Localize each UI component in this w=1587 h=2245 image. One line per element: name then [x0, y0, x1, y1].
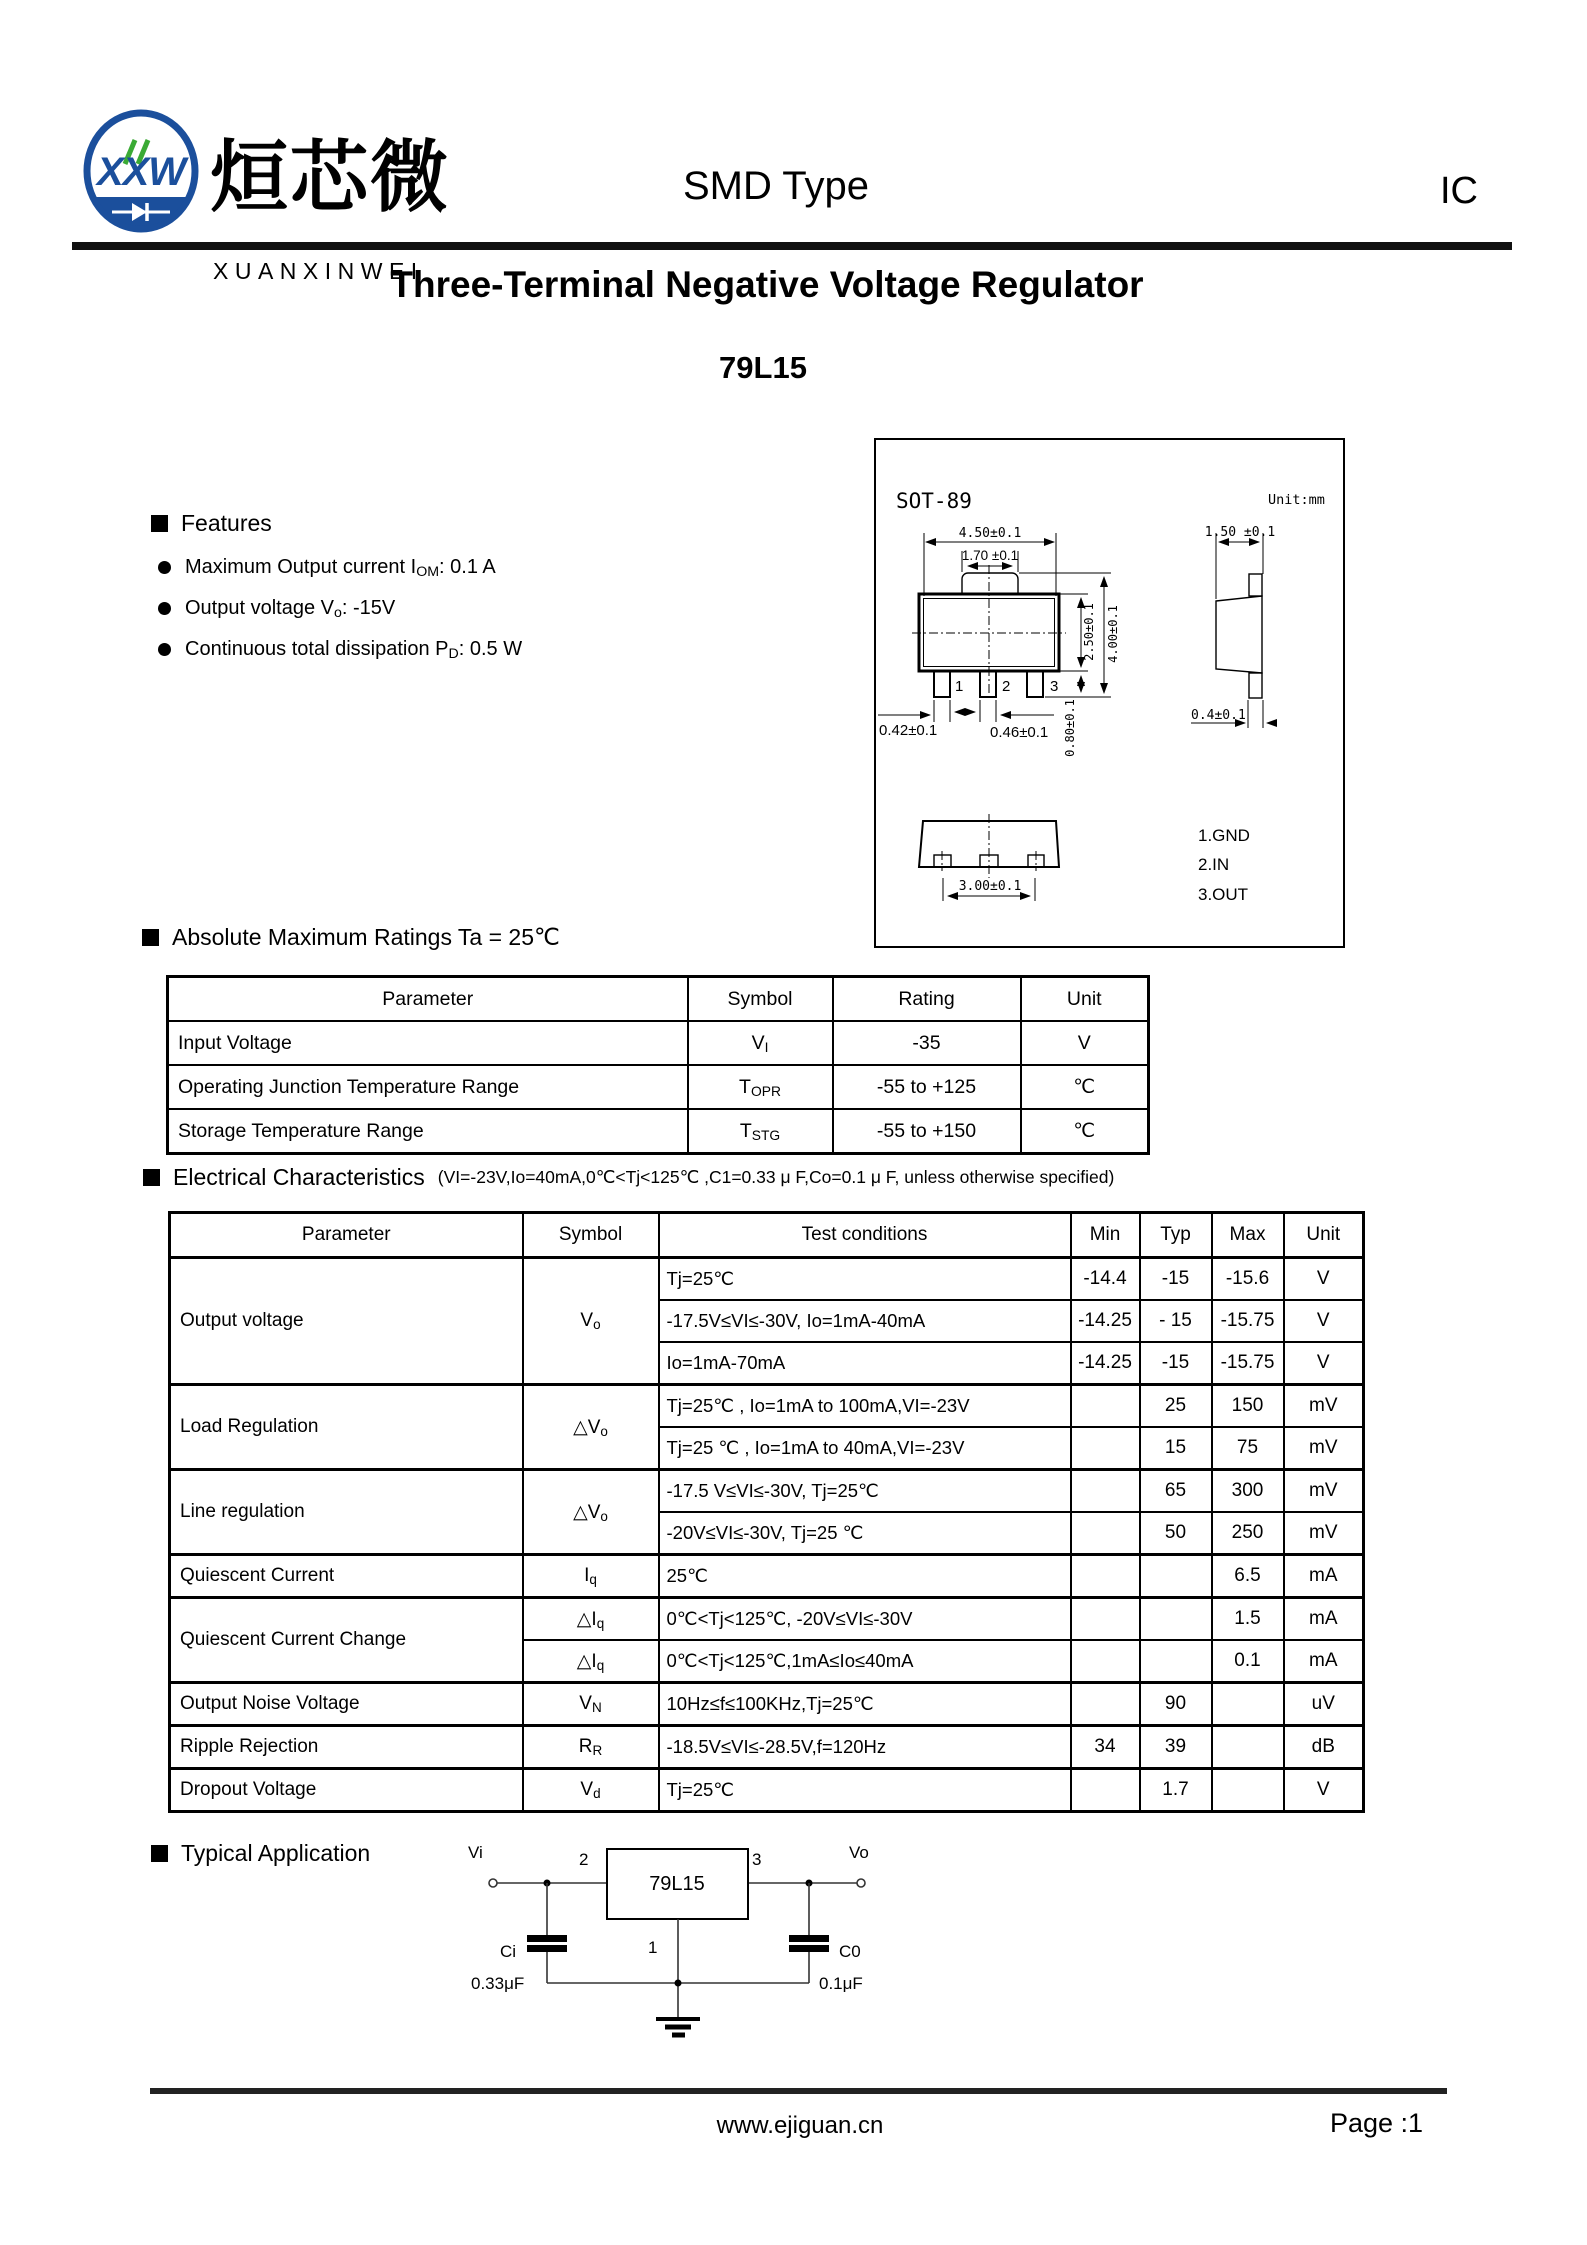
pin3-label: 3	[752, 1850, 762, 1869]
section-marker-icon	[142, 929, 159, 946]
param-cell: Load Regulation	[170, 1385, 523, 1470]
doc-type-label: SMD Type	[683, 164, 869, 208]
symbol-cell: $V_o$	[523, 1258, 659, 1385]
package-side-view	[1191, 525, 1277, 728]
logo-initials: XXW	[96, 150, 186, 194]
typ-cell: 25	[1140, 1385, 1212, 1428]
typ-cell: 50	[1140, 1512, 1212, 1555]
dim-body-height: 2.50±0.1	[1082, 603, 1096, 661]
input-label: Vi	[468, 1843, 483, 1862]
features-heading-label: Features	[181, 510, 272, 536]
typ-cell: 65	[1140, 1470, 1212, 1513]
param-cell: Ripple Rejection	[170, 1726, 523, 1769]
page-title: Three-Terminal Negative Voltage Regulator	[390, 264, 1144, 305]
feature-text: Output voltage $V_o$: -15V	[185, 597, 396, 621]
pin2-label: 2	[579, 1850, 589, 1869]
cout-value: 0.1μF	[819, 1974, 863, 1993]
input-capacitor	[527, 1935, 567, 1942]
output-terminal	[857, 1879, 865, 1887]
col-unit: Unit	[1021, 977, 1149, 1022]
package-front-view	[878, 526, 1120, 757]
typ-cell: -15	[1140, 1342, 1212, 1385]
section-marker-icon	[151, 1845, 168, 1862]
bullet-icon	[158, 643, 171, 656]
pin-name-in: 2.IN	[1198, 855, 1230, 874]
dim-lead-width: 0.42±0.1	[879, 722, 938, 739]
table-row	[170, 1769, 1364, 1812]
input-terminal	[489, 1879, 497, 1887]
pin1-label: 1	[648, 1938, 658, 1957]
typ-cell	[1140, 1555, 1212, 1598]
col-parameter: Parameter	[168, 977, 688, 1022]
rating-cell: -35	[833, 1021, 1021, 1065]
symbol-cell: $R_R$	[523, 1726, 659, 1769]
max-cell: -15.6	[1212, 1258, 1284, 1301]
table-header-row	[168, 977, 1149, 1022]
max-cell: 6.5	[1212, 1555, 1284, 1598]
param-cell: Output Noise Voltage	[170, 1683, 523, 1726]
feature-item	[158, 597, 395, 620]
pin-number: 2	[1002, 678, 1011, 695]
dim-total-height: 4.00±0.1	[1106, 605, 1120, 663]
min-cell	[1071, 1555, 1140, 1598]
unit-cell: mV	[1284, 1512, 1364, 1555]
max-cell: 75	[1212, 1427, 1284, 1470]
package-name-label: SOT-89	[896, 489, 972, 513]
table-row	[170, 1598, 1364, 1641]
max-cell: 0.1	[1212, 1640, 1284, 1683]
typ-cell: -15	[1140, 1258, 1212, 1301]
col-symbol: Symbol	[523, 1213, 659, 1258]
cond-cell: 0℃<Tj<125℃, -20V≤VI≤-30V	[659, 1598, 1071, 1641]
symbol-cell: $\triangle V_o$	[523, 1470, 659, 1555]
category-label: IC	[1440, 170, 1478, 212]
table-row	[170, 1470, 1364, 1513]
typ-cell: 39	[1140, 1726, 1212, 1769]
brand-name-en: XUANXINWEI	[213, 258, 424, 284]
table-header-row	[170, 1213, 1364, 1258]
application-heading	[151, 1840, 370, 1867]
min-cell	[1071, 1512, 1140, 1555]
symbol-cell: $T_{STG}$	[688, 1109, 833, 1154]
unit-cell: mA	[1284, 1598, 1364, 1641]
min-cell	[1071, 1385, 1140, 1428]
cin-label: Ci	[500, 1942, 517, 1961]
cond-cell: -20V≤VI≤-30V, Tj=25 ℃	[659, 1512, 1071, 1555]
output-capacitor	[789, 1935, 829, 1942]
table-row	[168, 1065, 1149, 1109]
section-marker-icon	[151, 515, 168, 532]
max-cell	[1212, 1726, 1284, 1769]
dim-lead-thickness: 0.4±0.1	[1191, 708, 1246, 723]
min-cell	[1071, 1683, 1140, 1726]
section-marker-icon	[143, 1169, 160, 1186]
table-row	[170, 1726, 1364, 1769]
max-cell	[1212, 1769, 1284, 1812]
param-cell: Line regulation	[170, 1470, 523, 1555]
unit-cell: V	[1284, 1258, 1364, 1301]
col-test-conditions: Test conditions	[659, 1213, 1071, 1258]
cond-cell: Tj=25℃	[659, 1258, 1071, 1301]
pin-number: 3	[1050, 678, 1059, 695]
cond-cell: 25℃	[659, 1555, 1071, 1598]
typ-cell: 90	[1140, 1683, 1212, 1726]
pin-name-out: 3.OUT	[1198, 885, 1249, 904]
param-cell: Dropout Voltage	[170, 1769, 523, 1812]
dim-tab-width: 1.70 ±0.1	[961, 548, 1019, 563]
table-row	[168, 1109, 1149, 1154]
typ-cell: - 15	[1140, 1300, 1212, 1342]
features-heading	[151, 510, 272, 537]
footer-page-number: Page :1	[1330, 2108, 1424, 2138]
cond-cell: Tj=25℃	[659, 1769, 1071, 1812]
symbol-cell: $\triangle I_q$	[523, 1640, 659, 1683]
dim-pad-span: 3.00±0.1	[958, 879, 1022, 894]
max-cell	[1212, 1683, 1284, 1726]
chip-label: 79L15	[649, 1873, 705, 1895]
table-row	[170, 1555, 1364, 1598]
cond-cell: -18.5V≤VI≤-28.5V,f=120Hz	[659, 1726, 1071, 1769]
symbol-cell: $T_{OPR}$	[688, 1065, 833, 1109]
footer-website: www.ejiguan.cn	[716, 2112, 884, 2139]
dim-width: 4.50±0.1	[958, 526, 1022, 541]
max-cell: 1.5	[1212, 1598, 1284, 1641]
ec-heading	[143, 1164, 1114, 1191]
abs-max-table	[166, 975, 1150, 1155]
param-cell: Quiescent Current	[170, 1555, 523, 1598]
param-cell: Storage Temperature Range	[168, 1109, 688, 1154]
header-rule	[72, 242, 1512, 250]
col-parameter: Parameter	[170, 1213, 523, 1258]
bullet-icon	[158, 602, 171, 615]
dim-side-width: 1.50 ±0.1	[1204, 525, 1276, 540]
typ-cell: 1.7	[1140, 1769, 1212, 1812]
param-cell: Input Voltage	[168, 1021, 688, 1065]
unit-cell: mV	[1284, 1427, 1364, 1470]
feature-text: Maximum Output current $I_{OM}$: 0.1 A	[185, 556, 496, 580]
col-unit: Unit	[1284, 1213, 1364, 1258]
unit-cell: dB	[1284, 1726, 1364, 1769]
min-cell	[1071, 1769, 1140, 1812]
max-cell: 250	[1212, 1512, 1284, 1555]
output-label: Vo	[849, 1843, 869, 1862]
ec-conditions-note: (VI=-23V,Io=40mA,0℃<Tj<125℃ ,C1=0.33 μ F,Co=0.1 μ F, unless otherwise specified)	[437, 1167, 1115, 1187]
ec-heading-label: Electrical Characteristics	[173, 1164, 425, 1190]
col-typ: Typ	[1140, 1213, 1212, 1258]
rating-cell: -55 to +125	[833, 1065, 1021, 1109]
min-cell: -14.25	[1071, 1300, 1140, 1342]
unit-cell: mV	[1284, 1385, 1364, 1428]
unit-cell: ℃	[1021, 1109, 1149, 1154]
typ-cell	[1140, 1640, 1212, 1683]
unit-cell: V	[1021, 1021, 1149, 1065]
symbol-cell: $V_N$	[523, 1683, 659, 1726]
min-cell	[1071, 1470, 1140, 1513]
cond-cell: Tj=25℃ , Io=1mA to 100mA,VI=-23V	[659, 1385, 1071, 1428]
symbol-cell: $V_I$	[688, 1021, 833, 1065]
package-bottom-view	[919, 814, 1250, 904]
abs-max-heading	[142, 924, 560, 951]
max-cell: 150	[1212, 1385, 1284, 1428]
min-cell	[1071, 1598, 1140, 1641]
feature-item	[158, 638, 522, 661]
cout-label: C0	[839, 1942, 861, 1961]
col-max: Max	[1212, 1213, 1284, 1258]
abs-max-heading-label: Absolute Maximum Ratings Ta = 25℃	[172, 924, 560, 950]
dim-lead-height: 0.80±0.1	[1063, 699, 1077, 757]
electrical-characteristics-table	[168, 1211, 1365, 1813]
feature-text: Continuous total dissipation $P_D$: 0.5 W	[185, 638, 523, 662]
ground-icon	[656, 2019, 700, 2035]
unit-cell: V	[1284, 1300, 1364, 1342]
param-cell: Quiescent Current Change	[170, 1598, 523, 1683]
symbol-cell: $V_d$	[523, 1769, 659, 1812]
min-cell: -14.25	[1071, 1342, 1140, 1385]
cond-cell: -17.5 V≤VI≤-30V, Tj=25℃	[659, 1470, 1071, 1513]
pin-number: 1	[955, 678, 964, 695]
unit-cell: uV	[1284, 1683, 1364, 1726]
application-heading-label: Typical Application	[181, 1840, 371, 1866]
max-cell: -15.75	[1212, 1342, 1284, 1385]
dim-lead-pitch: 0.46±0.1	[990, 724, 1049, 741]
unit-label: Unit:mm	[1268, 492, 1325, 508]
min-cell: 34	[1071, 1726, 1140, 1769]
max-cell: -15.75	[1212, 1300, 1284, 1342]
min-cell: -14.4	[1071, 1258, 1140, 1301]
table-row	[170, 1385, 1364, 1428]
feature-item	[158, 556, 496, 579]
symbol-cell: $I_q$	[523, 1555, 659, 1598]
col-symbol: Symbol	[688, 977, 833, 1022]
table-row	[168, 1021, 1149, 1065]
symbol-cell: $\triangle V_o$	[523, 1385, 659, 1470]
table-row	[170, 1683, 1364, 1726]
typ-cell: 15	[1140, 1427, 1212, 1470]
col-rating: Rating	[833, 977, 1021, 1022]
min-cell	[1071, 1427, 1140, 1470]
cond-cell: 10Hz≤f≤100KHz,Tj=25℃	[659, 1683, 1071, 1726]
cond-cell: 0℃<Tj<125℃,1mA≤Io≤40mA	[659, 1640, 1071, 1683]
footer-rule	[150, 2088, 1447, 2094]
cond-cell: Io=1mA-70mA	[659, 1342, 1071, 1385]
rating-cell: -55 to +150	[833, 1109, 1021, 1154]
unit-cell: V	[1284, 1342, 1364, 1385]
bullet-icon	[158, 561, 171, 574]
application-circuit	[440, 1835, 910, 2075]
part-number: 79L15	[719, 350, 807, 385]
unit-cell: ℃	[1021, 1065, 1149, 1109]
symbol-cell: $\triangle I_q$	[523, 1598, 659, 1641]
unit-cell: mA	[1284, 1555, 1364, 1598]
cond-cell: Tj=25 ℃ , Io=1mA to 40mA,VI=-23V	[659, 1427, 1071, 1470]
unit-cell: mA	[1284, 1640, 1364, 1683]
unit-cell: mV	[1284, 1470, 1364, 1513]
min-cell	[1071, 1640, 1140, 1683]
table-row	[170, 1258, 1364, 1301]
cond-cell: -17.5V≤VI≤-30V, Io=1mA-40mA	[659, 1300, 1071, 1342]
param-cell: Output voltage	[170, 1258, 523, 1385]
cin-value: 0.33μF	[471, 1974, 525, 1993]
package-diagram	[874, 438, 1345, 948]
pin-name-gnd: 1.GND	[1198, 826, 1250, 845]
unit-cell: V	[1284, 1769, 1364, 1812]
param-cell: Operating Junction Temperature Range	[168, 1065, 688, 1109]
brand-name-cn: 烜芯微	[210, 133, 451, 221]
max-cell: 300	[1212, 1470, 1284, 1513]
col-min: Min	[1071, 1213, 1140, 1258]
typ-cell	[1140, 1598, 1212, 1641]
